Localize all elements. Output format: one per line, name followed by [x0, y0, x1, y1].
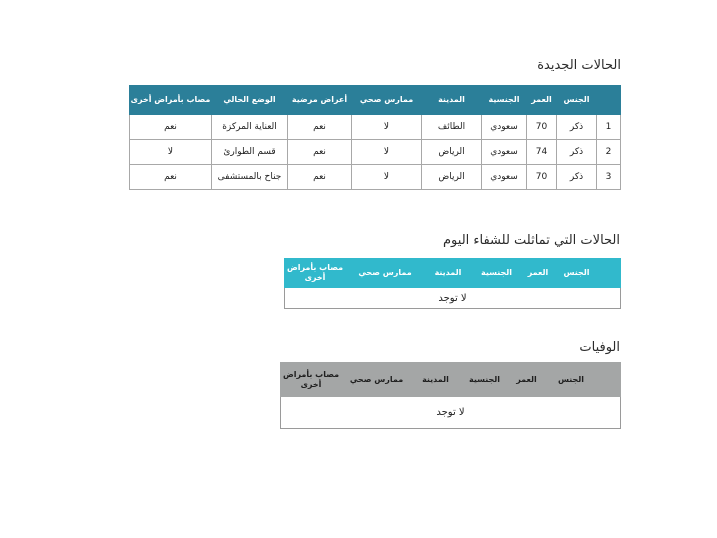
header-age: العمر [522, 259, 555, 288]
deaths-table [280, 362, 621, 429]
cell-index: 2 [597, 140, 621, 165]
table-row [130, 165, 621, 190]
header-index [599, 363, 621, 397]
header-gender: الجنس [555, 259, 599, 288]
cell-health-worker: لا [352, 115, 422, 140]
table-row [281, 397, 621, 429]
header-comorbid: مصاب بأمراض أخرى [130, 86, 212, 115]
cell-gender: ذكر [557, 140, 597, 165]
table-row [285, 288, 621, 309]
header-nationality: الجنسية [460, 363, 510, 397]
deaths-title: الوفيات [579, 340, 620, 355]
cell-symptoms: نعم [288, 165, 352, 190]
cell-gender: ذكر [557, 165, 597, 190]
header-comorbid: مصاب بأمراض أخرى [285, 259, 346, 288]
cell-nationality: سعودي [482, 115, 527, 140]
cell-comorbid: لا [130, 140, 212, 165]
cell-status: جناح بالمستشفى [212, 165, 288, 190]
cell-comorbid: نعم [130, 115, 212, 140]
cell-age: 74 [527, 140, 557, 165]
cell-city: الطائف [422, 115, 482, 140]
cell-nationality: سعودي [482, 165, 527, 190]
table-row [130, 140, 621, 165]
cell-status: العناية المركزة [212, 115, 288, 140]
header-nationality: الجنسية [472, 259, 522, 288]
empty-cell: لا توجد [285, 288, 621, 309]
cell-status: قسم الطوارئ [212, 140, 288, 165]
cell-age: 70 [527, 165, 557, 190]
header-gender: الجنس [544, 363, 599, 397]
table-row [130, 115, 621, 140]
cell-health-worker: لا [352, 165, 422, 190]
header-comorbid: مصاب بأمراض أخرى [281, 363, 342, 397]
new-cases-title: الحالات الجديدة [537, 58, 621, 73]
header-health-worker: ممارس صحي [352, 86, 422, 115]
header-city: المدينة [412, 363, 460, 397]
cell-city: الرياض [422, 165, 482, 190]
header-nationality: الجنسية [482, 86, 527, 115]
cell-city: الرياض [422, 140, 482, 165]
cell-index: 3 [597, 165, 621, 190]
header-health-worker: ممارس صحي [342, 363, 412, 397]
header-age: العمر [527, 86, 557, 115]
header-symptoms: أعراض مرضية [288, 86, 352, 115]
recovered-title: الحالات التي تماثلت للشفاء اليوم [443, 233, 620, 248]
cell-age: 70 [527, 115, 557, 140]
header-health-worker: ممارس صحي [346, 259, 425, 288]
header-status: الوضع الحالي [212, 86, 288, 115]
cell-symptoms: نعم [288, 140, 352, 165]
header-age: العمر [510, 363, 544, 397]
header-city: المدينة [422, 86, 482, 115]
cell-comorbid: نعم [130, 165, 212, 190]
cell-health-worker: لا [352, 140, 422, 165]
header-city: المدينة [425, 259, 472, 288]
recovered-table [284, 258, 621, 309]
cell-index: 1 [597, 115, 621, 140]
header-gender: الجنس [557, 86, 597, 115]
cell-symptoms: نعم [288, 115, 352, 140]
cell-gender: ذكر [557, 115, 597, 140]
table-header-row [130, 86, 621, 115]
empty-cell: لا توجد [281, 397, 621, 429]
header-index [599, 259, 621, 288]
header-index [597, 86, 621, 115]
table-header-row [281, 363, 621, 397]
cell-nationality: سعودي [482, 140, 527, 165]
new-cases-table [129, 85, 621, 190]
table-header-row [285, 259, 621, 288]
